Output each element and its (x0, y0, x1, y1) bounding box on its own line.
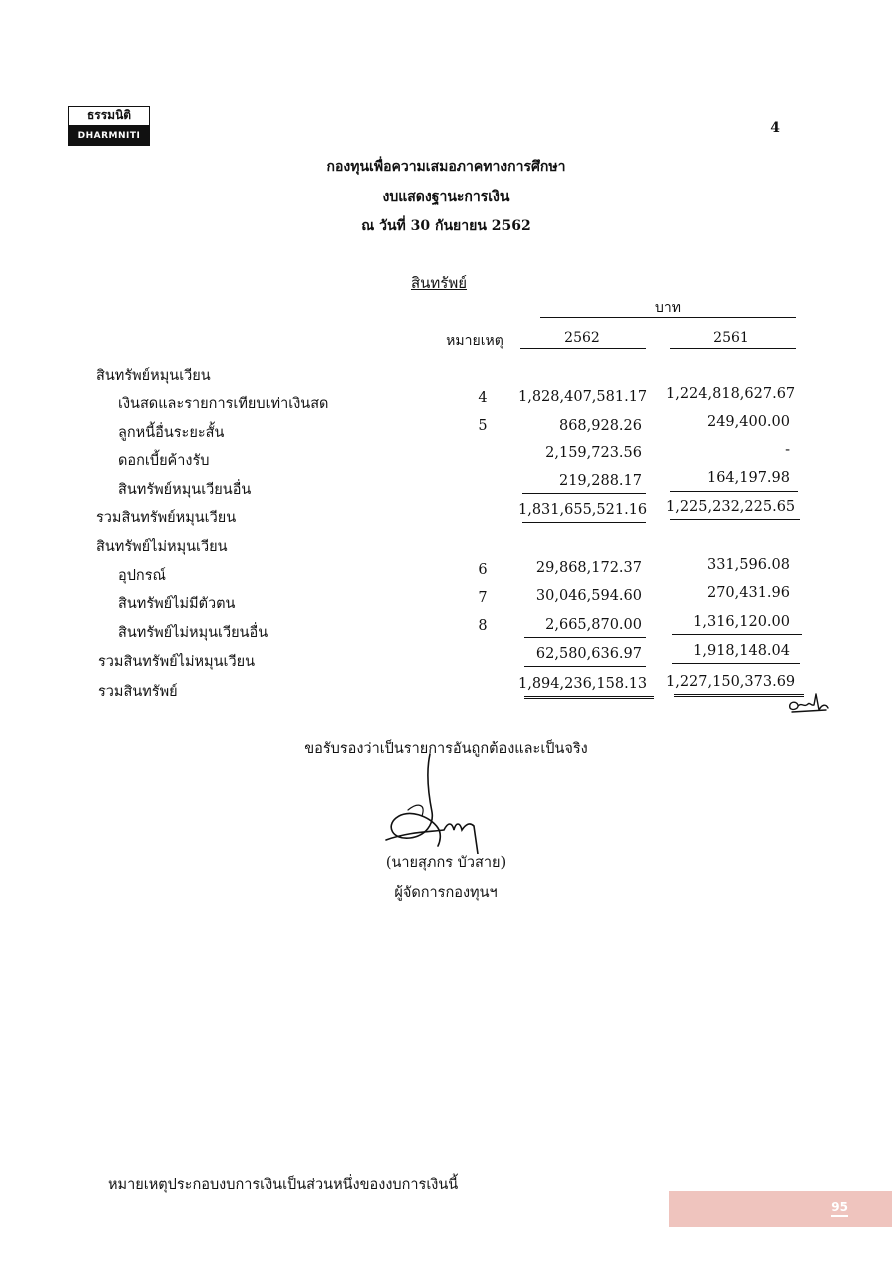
row-label-other-non-current-assets: สินทรัพย์ไม่หมุนเวียนอื่น (118, 625, 269, 641)
logo-latin-text: DHARMNITI (68, 126, 150, 146)
row-value-2562-total-non-current-assets: 62,580,636.97 (535, 646, 642, 662)
row-label-receivables: ลูกหนี้อื่นระยะสั้น (118, 425, 225, 441)
row-value-2562-other-non-current-assets: 2,665,870.00 (545, 617, 642, 633)
current-assets-heading: สินทรัพย์หมุนเวียน (96, 368, 211, 384)
footer-bar (669, 1191, 892, 1227)
signer-name: (นายสุภกร บัวสาย) (385, 855, 507, 871)
subtotal-line-2561-current (670, 491, 798, 492)
row-value-2562-receivables: 868,928.26 (558, 418, 642, 434)
section-title: สินทรัพย์ (410, 274, 468, 292)
fund-name: กองทุนเพื่อความเสมอภาคทางการศึกษา (326, 159, 566, 175)
certification-statement: ขอรับรองว่าเป็นรายการอันถูกต้องและเป็นจริง (304, 741, 588, 757)
dharmniti-logo (68, 106, 150, 146)
year-2561-header-line (670, 348, 796, 349)
total-line-2561-current (670, 519, 800, 520)
row-value-2562-equipment: 29,868,172.37 (535, 560, 642, 576)
signature-icon (378, 752, 498, 854)
row-label-total-assets: รวมสินทรัพย์ (98, 684, 178, 700)
total-line-2562-non-current (524, 666, 646, 667)
handwritten-initials-icon (786, 688, 830, 716)
row-value-2561-other-current-assets: 164,197.98 (706, 470, 790, 486)
row-note-cash: 4 (478, 390, 488, 406)
row-value-2561-accrued-interest: - (785, 442, 790, 458)
row-value-2561-other-non-current-assets: 1,316,120.00 (693, 614, 790, 630)
page-number: 4 (770, 120, 780, 136)
subtotal-line-2562-non-current (524, 637, 646, 638)
total-line-2561-non-current (672, 663, 800, 664)
footnote: หมายเหตุประกอบงบการเงินเป็นส่วนหนึ่งของงบการเงินนี้ (108, 1177, 459, 1193)
row-value-2561-receivables: 249,400.00 (706, 414, 790, 430)
statement-date: ณ วันที่ 30 กันยายน 2562 (361, 218, 531, 234)
row-label-total-current-assets: รวมสินทรัพย์หมุนเวียน (96, 510, 237, 526)
row-value-2562-total-current-assets: 1,831,655,521.16 (518, 502, 648, 518)
total-line-2562-current (522, 522, 646, 523)
subtotal-line-2561-non-current (672, 634, 802, 635)
row-label-accrued-interest: ดอกเบี้ยค้างรับ (118, 453, 210, 469)
logo-thai-text: ธรรมนิติ (68, 106, 150, 126)
year-2562-header: 2562 (564, 330, 600, 346)
row-note-other-non-current-assets: 8 (478, 618, 488, 634)
non-current-assets-heading: สินทรัพย์ไม่หมุนเวียน (96, 539, 228, 555)
row-value-2561-total-non-current-assets: 1,918,148.04 (693, 643, 790, 659)
currency-underline (540, 317, 796, 318)
currency-header: บาท (655, 300, 681, 316)
row-value-2562-cash: 1,828,407,581.17 (518, 389, 648, 405)
row-value-2561-cash: 1,224,818,627.67 (666, 386, 796, 402)
year-2562-header-line (520, 348, 646, 349)
row-value-2561-equipment: 331,596.08 (706, 557, 790, 573)
row-value-2561-total-assets: 1,227,150,373.69 (666, 674, 796, 690)
row-value-2562-total-assets: 1,894,236,158.13 (518, 676, 648, 692)
row-note-receivables: 5 (478, 418, 488, 434)
note-column-header: หมายเหตุ (446, 333, 504, 349)
row-label-cash: เงินสดและรายการเทียบเท่าเงินสด (118, 396, 329, 412)
row-value-2562-other-current-assets: 219,288.17 (558, 473, 642, 489)
statement-title: งบแสดงฐานะการเงิน (382, 189, 510, 205)
row-note-equipment: 6 (478, 562, 488, 578)
row-label-total-non-current-assets: รวมสินทรัพย์ไม่หมุนเวียน (98, 654, 256, 670)
row-value-2561-total-current-assets: 1,225,232,225.65 (666, 499, 796, 515)
grand-total-double-line-2562 (524, 696, 654, 699)
signer-title: ผู้จัดการกองทุนฯ (394, 885, 498, 901)
grand-total-double-line-2561 (674, 694, 804, 697)
subtotal-line-2562-current (522, 493, 646, 494)
row-label-equipment: อุปกรณ์ (118, 568, 166, 584)
footer-page-number: 95 (831, 1200, 848, 1217)
row-value-2562-intangible-assets: 30,046,594.60 (535, 588, 642, 604)
row-value-2561-intangible-assets: 270,431.96 (706, 585, 790, 601)
row-label-intangible-assets: สินทรัพย์ไม่มีตัวตน (118, 596, 236, 612)
year-2561-header: 2561 (713, 330, 749, 346)
row-label-other-current-assets: สินทรัพย์หมุนเวียนอื่น (118, 482, 252, 498)
row-value-2562-accrued-interest: 2,159,723.56 (545, 445, 642, 461)
row-note-intangible-assets: 7 (478, 590, 488, 606)
